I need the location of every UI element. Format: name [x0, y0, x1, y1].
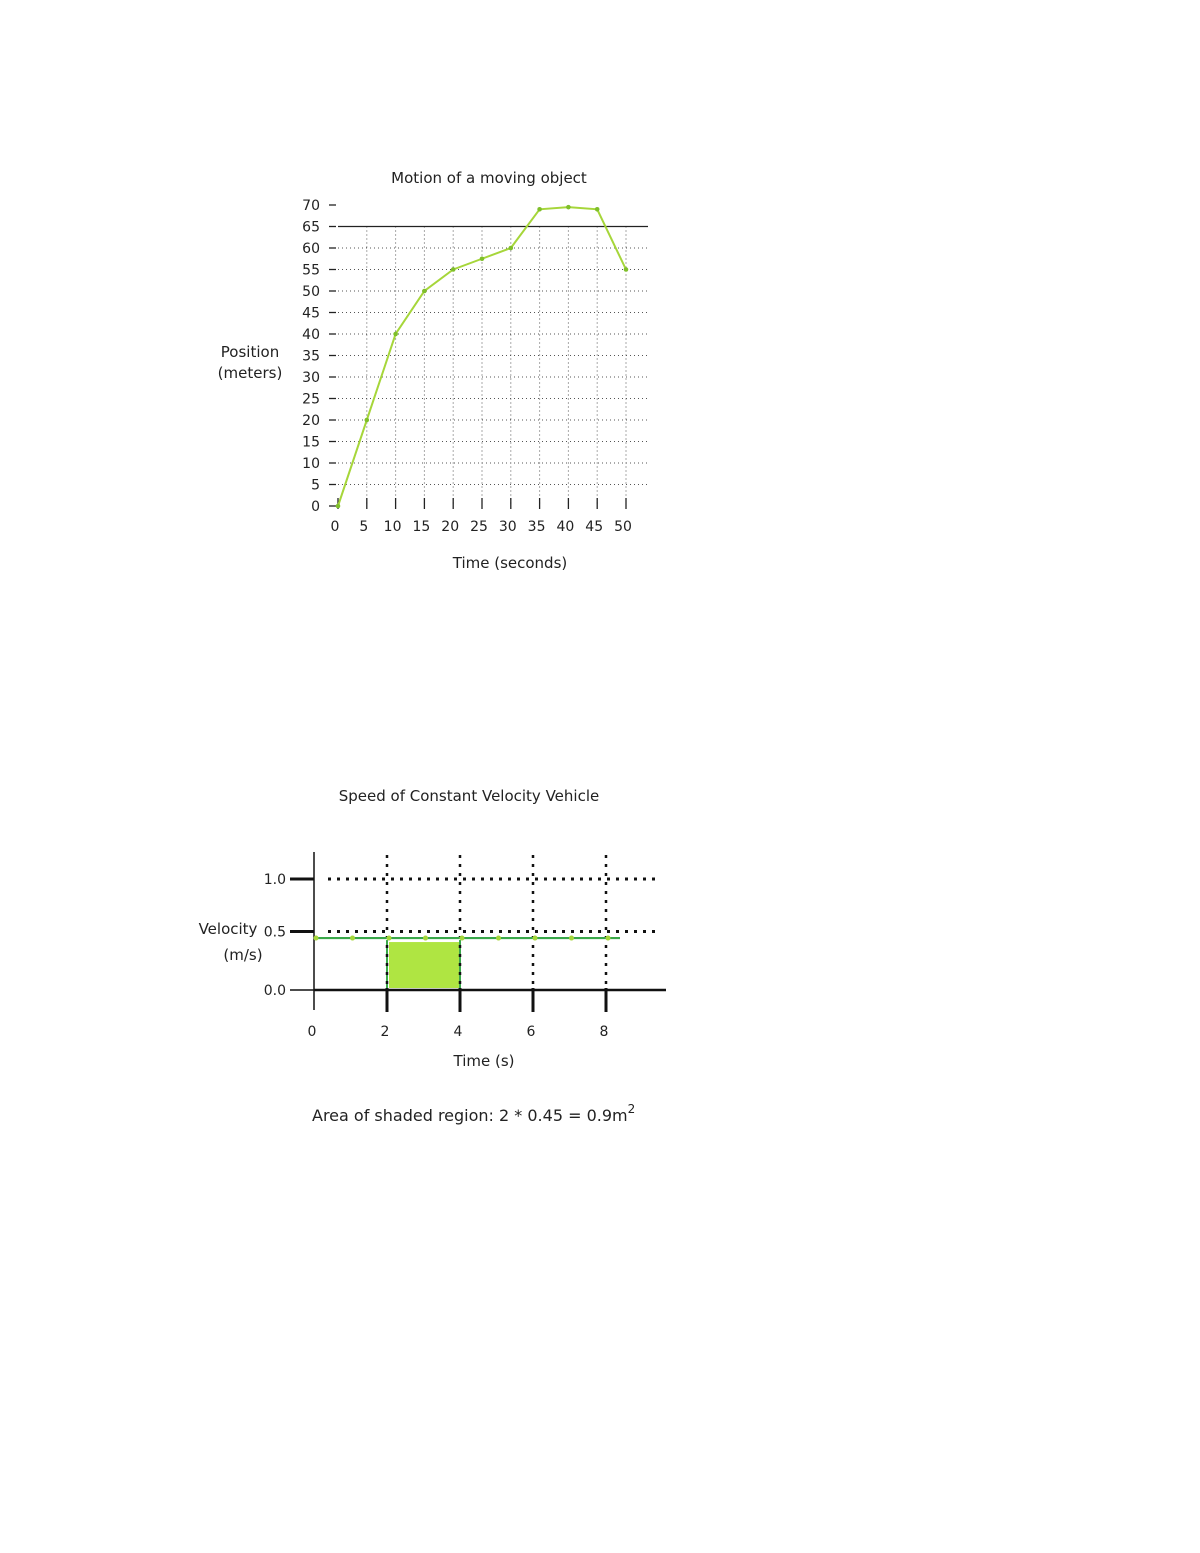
chart1-title: Motion of a moving object	[391, 169, 587, 187]
chart2-title: Speed of Constant Velocity Vehicle	[338, 787, 600, 805]
chart2-data-point	[606, 936, 611, 941]
chart1-x-tick-label: 25	[470, 519, 488, 535]
chart1-x-tick-label: 45	[585, 519, 604, 535]
chart1-x-tick-label: 15	[412, 519, 431, 535]
chart1-y-tick-label: 40	[302, 327, 320, 343]
chart2-data-point	[350, 936, 355, 941]
chart1-y-tick-label: 45	[302, 305, 320, 322]
chart2-x-ticks	[308, 988, 609, 1040]
chart2-ylabel-line2: (m/s)	[223, 946, 263, 964]
chart2-data-point	[460, 936, 465, 941]
chart1-x-tick-label: 5	[359, 519, 369, 535]
chart1-y-tick-label: 15	[302, 434, 320, 451]
chart2-shaded-region	[387, 940, 460, 990]
chart2-x-tick-label: 6	[526, 1024, 536, 1040]
chart2-caption-superscript: 2	[627, 1102, 636, 1116]
chart1-y-tick-label: 65	[302, 219, 320, 236]
chart1-y-tick-label: 55	[302, 262, 320, 279]
chart2-shade-fill	[389, 942, 460, 988]
chart1-y-tick-label: 5	[311, 477, 320, 494]
chart2-xlabel: Time (s)	[453, 1052, 515, 1070]
chart2-series	[314, 936, 621, 941]
chart1-ylabel-line1: Position	[220, 343, 280, 361]
chart2-x-tick-label: 2	[380, 1024, 390, 1040]
chart1-y-tick-label: 10	[302, 456, 320, 472]
chart2-caption	[312, 1102, 635, 1125]
chart2-ylabel-line1: Velocity	[198, 920, 258, 938]
chart2-caption-text: Area of shaded region: 2 * 0.45 = 0.9m	[312, 1106, 628, 1125]
chart2-x-tick-label: 0	[307, 1024, 317, 1040]
chart1-y-tick-label: 0	[311, 499, 320, 515]
chart1-x-tick-label: 30	[498, 519, 517, 535]
chart2-data-point	[496, 936, 501, 941]
chart2-data-point	[423, 936, 428, 941]
chart1-y-tick-label: 25	[302, 391, 320, 408]
chart2-y-tick-label: 0.5	[263, 924, 286, 941]
chart1-x-tick-label: 10	[383, 519, 402, 535]
chart2-data-point	[569, 936, 574, 941]
chart1-y-tick-label: 50	[302, 284, 320, 300]
chart1-y-tick-label: 30	[302, 370, 320, 386]
chart1-xlabel: Time (seconds)	[452, 554, 568, 572]
chart1-y-tick-label: 20	[302, 413, 320, 429]
chart1-x-tick-label: 20	[441, 519, 460, 535]
chart1-ylabel-line2: (meters)	[217, 364, 283, 382]
chart1-x-tick-label: 0	[330, 519, 340, 535]
chart2-y-tick-label: 0.0	[263, 983, 286, 999]
chart2-y-tick-label: 1.0	[263, 872, 286, 888]
chart2-data-point	[533, 936, 538, 941]
chart1-x-tick-label: 40	[556, 519, 575, 535]
chart1-y-tick-label: 35	[302, 348, 320, 365]
chart1-y-tick-label: 60	[302, 241, 320, 257]
chart1-y-tick-label: 70	[302, 198, 320, 214]
chart2-x-tick-label: 4	[453, 1024, 463, 1040]
chart2-y-ticks	[264, 872, 314, 999]
chart2-data-point	[314, 936, 319, 941]
chart1-x-tick-label: 50	[614, 519, 632, 535]
chart1-x-tick-label: 35	[527, 519, 546, 535]
chart2-data-point	[387, 936, 392, 941]
chart2-x-tick-label: 8	[599, 1024, 609, 1040]
chart2-grid	[328, 855, 660, 990]
